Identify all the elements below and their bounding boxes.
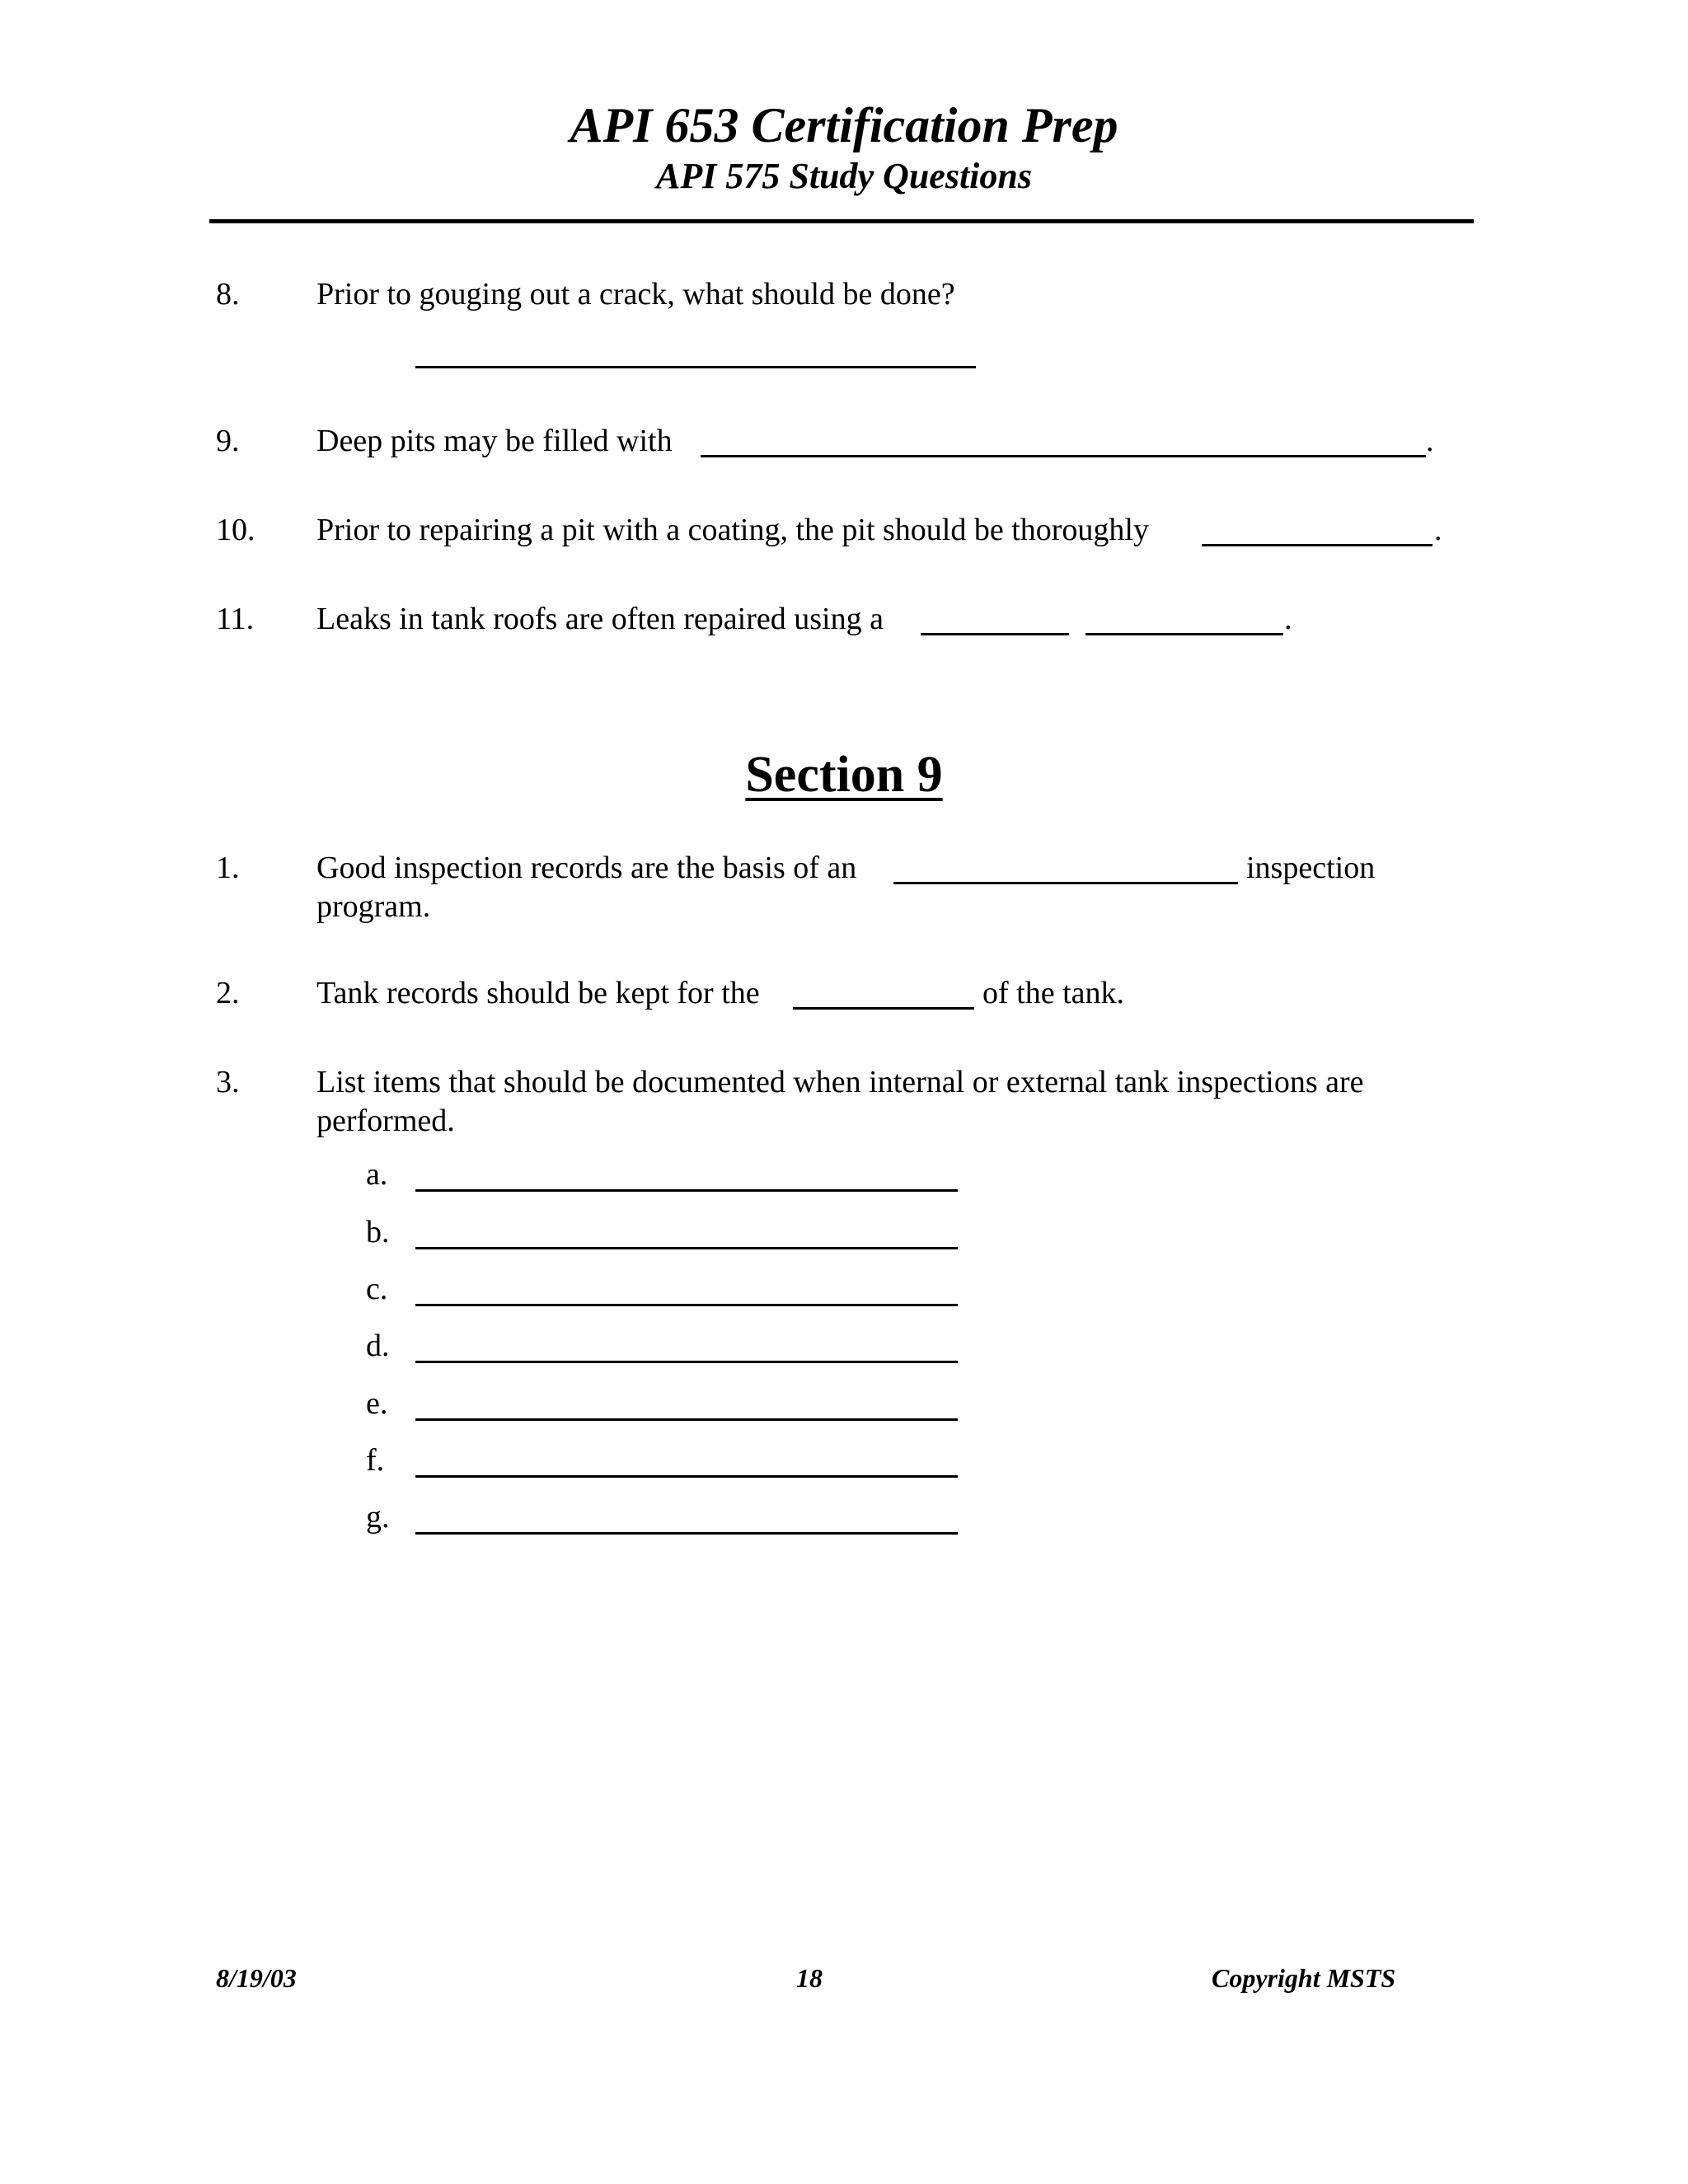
section9-question-1-answer-blank[interactable] <box>893 882 1238 884</box>
list-item-c-answer-blank[interactable] <box>415 1304 958 1306</box>
footer-copyright: Copyright MSTS <box>1212 1963 1396 1993</box>
question-11-answer-blank-1[interactable] <box>921 633 1069 635</box>
question-11-number: 11. <box>216 602 255 636</box>
list-item-e-answer-blank[interactable] <box>415 1418 958 1421</box>
list-item-letter-f: f. <box>366 1443 385 1478</box>
question-11-period: . <box>1284 602 1292 636</box>
question-11-answer-blank-2[interactable] <box>1085 633 1283 635</box>
question-9-number: 9. <box>216 424 240 458</box>
section9-question-1-number: 1. <box>216 851 240 885</box>
question-9-answer-blank[interactable] <box>701 455 1426 457</box>
section-heading: Section 9 <box>745 747 943 803</box>
list-item-f-answer-blank[interactable] <box>415 1475 958 1478</box>
question-8-answer-blank[interactable] <box>415 366 976 368</box>
list-item-g-answer-blank[interactable] <box>415 1532 958 1535</box>
question-8-text: Prior to gouging out a crack, what should be done? <box>316 277 955 312</box>
question-10-number: 10. <box>216 513 256 547</box>
header-divider <box>209 219 1474 223</box>
section9-question-1-text: Good inspection records are the basis of an <box>316 851 857 885</box>
list-item-letter-c: c. <box>366 1272 388 1306</box>
question-9-text: Deep pits may be filled with <box>316 424 673 458</box>
page-subtitle: API 575 Study Questions <box>656 156 1032 196</box>
section9-question-2-answer-blank[interactable] <box>793 1007 974 1010</box>
footer-page-number: 18 <box>796 1963 823 1993</box>
question-11-text: Leaks in tank roofs are often repaired using a <box>316 602 884 636</box>
list-item-d-answer-blank[interactable] <box>415 1361 958 1363</box>
question-10-answer-blank[interactable] <box>1202 544 1432 546</box>
section9-question-3-text: List items that should be documented when internal or external tank inspections are <box>316 1065 1364 1099</box>
section9-question-3-number: 3. <box>216 1065 240 1099</box>
list-item-letter-a: a. <box>366 1157 388 1192</box>
question-8-number: 8. <box>216 277 240 312</box>
question-9-period: . <box>1426 424 1434 458</box>
list-item-letter-d: d. <box>366 1329 390 1363</box>
footer-date: 8/19/03 <box>216 1963 297 1993</box>
list-item-a-answer-blank[interactable] <box>415 1189 958 1192</box>
section9-question-3-text-line2: performed. <box>316 1104 455 1138</box>
list-item-letter-g: g. <box>366 1500 390 1535</box>
list-item-letter-b: b. <box>366 1215 390 1249</box>
list-item-b-answer-blank[interactable] <box>415 1247 958 1249</box>
section9-question-1-text-after: inspection <box>1246 851 1376 885</box>
section9-question-2-text: Tank records should be kept for the <box>316 976 760 1010</box>
section9-question-2-number: 2. <box>216 976 240 1010</box>
section9-question-1-text-line2: program. <box>316 889 431 924</box>
section9-question-2-text-after: of the tank. <box>982 976 1125 1010</box>
page-title: API 653 Certification Prep <box>570 98 1118 152</box>
question-10-text: Prior to repairing a pit with a coating, the pit should be thoroughly <box>316 513 1149 547</box>
question-10-period: . <box>1434 513 1442 547</box>
list-item-letter-e: e. <box>366 1386 388 1421</box>
